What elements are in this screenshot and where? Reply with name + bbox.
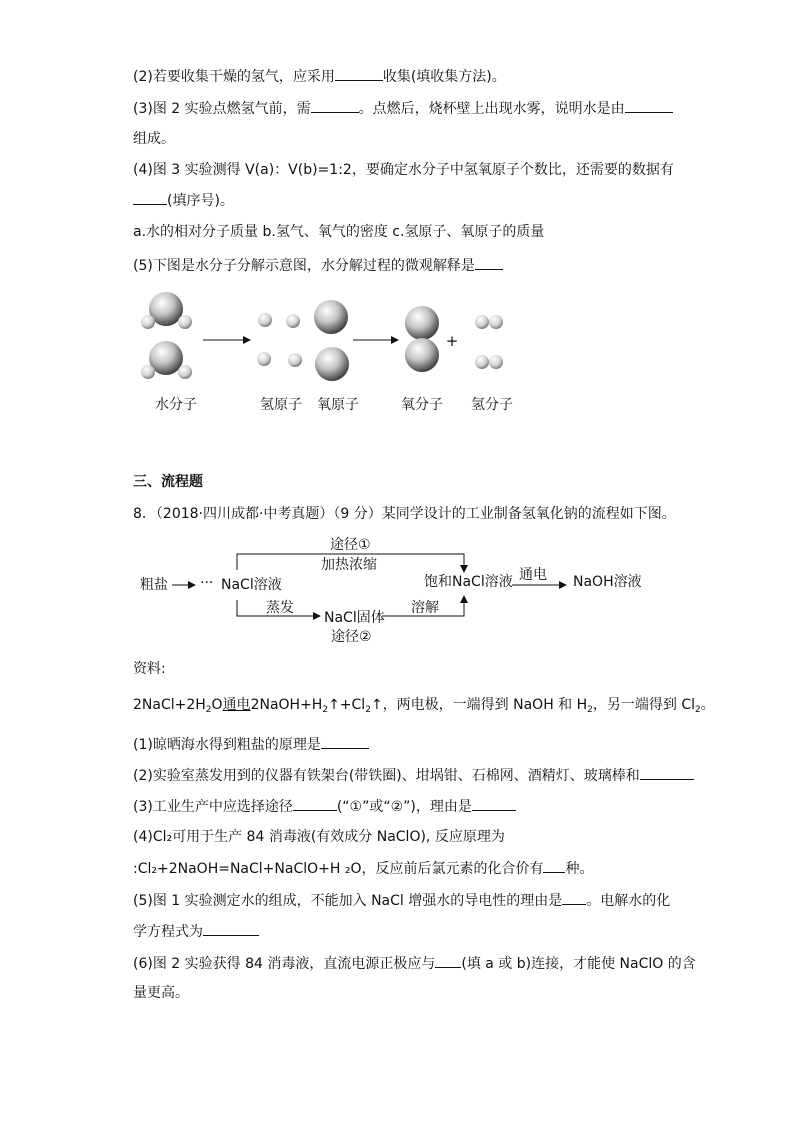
subquestion-6-line2: 量更高。: [133, 985, 189, 1001]
subquestion-1: (1)晾晒海水得到粗盐的原理是: [133, 734, 369, 755]
question-5: (5)下图是水分子分解示意图，水分解过程的微观解释是: [133, 255, 503, 276]
oxygen-atom: [405, 306, 439, 340]
answer-blank[interactable]: [311, 98, 359, 113]
answer-blank[interactable]: [335, 66, 383, 81]
flow-route-1: 途径①: [330, 537, 371, 553]
flow-nacl-solution: NaCl溶液: [221, 577, 282, 593]
plus-sign: +: [445, 332, 459, 350]
answer-blank[interactable]: [203, 921, 259, 936]
label-water-molecule: 水分子: [155, 397, 197, 413]
label-hydrogen-atom: 氢原子: [260, 397, 302, 413]
flow-evaporate: 蒸发: [266, 600, 294, 616]
subquestion-2: (2)实验室蒸发用到的仪器有铁架台(带铁圈)、坩埚钳、石棉网、酒精灯、玻璃棒和: [133, 765, 694, 786]
answer-blank[interactable]: [475, 255, 503, 270]
flow-naoh-solution: NaOH溶液: [573, 574, 642, 590]
label-hydrogen-molecule: 氢分子: [471, 397, 513, 413]
answer-blank[interactable]: [640, 765, 694, 780]
flow-dots: ···: [200, 575, 214, 591]
answer-blank[interactable]: [435, 953, 461, 968]
hydrogen-atom: [178, 365, 192, 379]
water-molecule-1: [141, 292, 192, 329]
answer-blank[interactable]: [543, 858, 565, 873]
hydrogen-molecule-2: [475, 355, 503, 369]
hydrogen-atom: [475, 355, 489, 369]
subquestion-6: (6)图 2 实验获得 84 消毒液，直流电源正极应与 (填 a 或 b)连接，才能使 NaClO 的含: [133, 953, 696, 974]
answer-blank[interactable]: [472, 796, 516, 811]
oxygen-molecule: [405, 306, 439, 372]
question-3: (3)图 2 实验点燃氢气前，需 。点燃后，烧杯壁上出现水雾，说明水是由: [133, 98, 673, 119]
hydrogen-atom: [286, 314, 300, 328]
subquestion-5: (5)图 1 实验测定水的组成，不能加入 NaCl 增强水的导电性的理由是 。电解水的化: [133, 890, 670, 911]
question-4-options: a.水的相对分子质量 b.氢气、氧气的密度 c.氢原子、氧原子的质量: [133, 224, 545, 240]
hydrogen-molecule-1: [475, 315, 503, 329]
answer-blank[interactable]: [293, 796, 337, 811]
question-4: (4)图 3 实验测得 V(a)：V(b)=1:2，要确定水分子中氢氧原子个数比，还需要的数据有: [133, 162, 674, 178]
flow-nacl-solid: NaCl固体: [324, 610, 385, 626]
answer-blank[interactable]: [625, 98, 673, 113]
question-4-line2: (填序号)。: [133, 190, 234, 211]
subquestion-3: (3)工业生产中应选择途径 (“①”或“②”)，理由是: [133, 796, 516, 817]
question-2: (2)若要收集干燥的氢气，应采用 收集(填收集方法)。: [133, 66, 506, 87]
hydrogen-atom: [258, 313, 272, 327]
material-equation: $2NaCl+2H_2O$通电$2NaOH+H_2↑+Cl_2↑$，两电极，一端得到 NaOH 和 $H_2$，另一端得到 $Cl_2$。: [133, 697, 715, 715]
oxygen-atom: [314, 300, 348, 334]
answer-blank[interactable]: [562, 890, 586, 905]
oxygen-atom: [315, 347, 349, 381]
label-oxygen-molecule: 氧分子: [401, 397, 443, 413]
section-title: 三、流程题: [133, 474, 203, 490]
subquestion-4-line2: :Cl₂+2NaOH=NaCl+NaClO+H ₂O，反应前后氯元素的化合价有 种。: [133, 858, 593, 879]
flow-electrify: 通电: [519, 567, 547, 583]
process-flow-diagram: [0, 530, 794, 650]
flow-saturated-nacl: 饱和NaCl溶液: [424, 574, 513, 590]
flow-dissolve: 溶解: [411, 600, 439, 616]
answer-blank[interactable]: [133, 190, 167, 205]
hydrogen-atom: [141, 315, 155, 329]
hydrogen-atom: [489, 315, 503, 329]
material-label: 资料:: [133, 661, 166, 677]
hydrogen-atom: [257, 352, 271, 366]
label-oxygen-atom: 氧原子: [317, 397, 359, 413]
subquestion-5-line2: 学方程式为: [133, 921, 259, 942]
flow-heat-concentrate: 加热浓缩: [321, 557, 377, 573]
flow-crude-salt: 粗盐: [140, 577, 168, 593]
question-8-stem: 8．（2018·四川成都·中考真题）（9 分）某同学设计的工业制备氢氧化钠的流程如下图。: [133, 506, 676, 522]
hydrogen-atom: [475, 315, 489, 329]
hydrogen-atom: [288, 353, 302, 367]
subquestion-4: (4)Cl₂可用于生产 84 消毒液(有效成分 NaClO), 反应原理为: [133, 829, 505, 845]
answer-blank[interactable]: [321, 734, 369, 749]
water-molecule-2: [141, 341, 192, 379]
hydrogen-atom: [489, 355, 503, 369]
flow-route-2: 途径②: [331, 629, 372, 645]
reaction-condition: 通电: [222, 697, 251, 713]
hydrogen-atom: [178, 315, 192, 329]
question-3-line2: 组成。: [133, 131, 175, 147]
hydrogen-atom: [141, 365, 155, 379]
water-decomposition-diagram: [0, 285, 794, 415]
oxygen-atom: [405, 338, 439, 372]
